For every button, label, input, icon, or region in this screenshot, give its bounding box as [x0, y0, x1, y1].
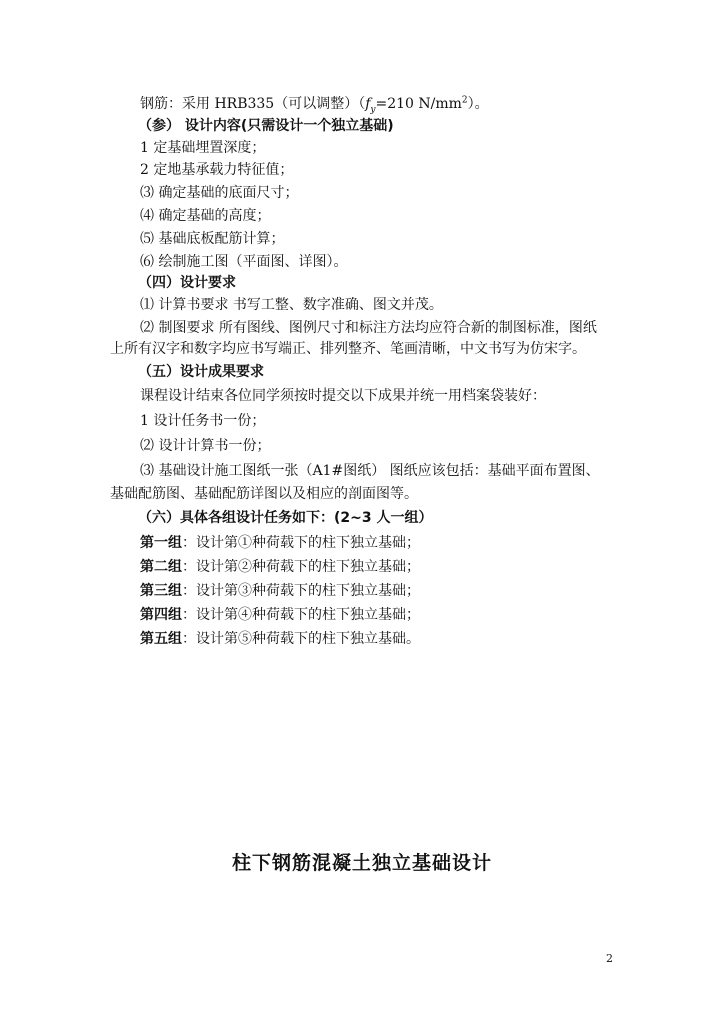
content-item-2: 2 定地基承载力特征值； — [140, 162, 294, 178]
group-task-4 — [0, 605, 724, 625]
steel-spec-value: =210 N/mm — [375, 96, 462, 112]
section-group-tasks: （六）具体各组设计任务如下：(2~3 人一组） — [138, 510, 433, 526]
deliverable-item-3: ⑶ 基础设计施工图纸一张（A1#图纸） 图纸应该包括：基础平面布置图、 — [140, 463, 600, 479]
section-design-content: （参） 设计内容(只需设计一个独立基础) — [138, 118, 394, 134]
section-design-requirements: （四）设计要求 — [138, 275, 236, 291]
group-label: 第五组 — [140, 631, 182, 647]
group-task-text: ：设计第①种荷载下的柱下独立基础； — [182, 535, 420, 551]
steel-spec-f: f — [365, 96, 371, 112]
content-item-4: ⑷ 确定基础的高度； — [140, 208, 271, 224]
group-task-text: ：设计第④种荷载下的柱下独立基础； — [182, 607, 420, 623]
steel-spec-subscript: y — [370, 104, 376, 115]
group-task-2 — [0, 557, 724, 577]
section-design-deliverables: （五）设计成果要求 — [138, 364, 264, 380]
group-label: 第四组 — [140, 607, 182, 623]
group-task-1 — [0, 533, 724, 553]
group-task-text: ：设计第⑤种荷载下的柱下独立基础。 — [182, 631, 420, 647]
group-task-3 — [0, 581, 724, 601]
deliverables-intro: 课程设计结束各位同学须按时提交以下成果并统一用档案袋装好： — [140, 388, 546, 404]
deliverable-item-2: ⑵ 设计计算书一份； — [140, 438, 271, 454]
requirement-item-2-cont: 上所有汉字和数字均应书写端正、排列整齐、笔画清晰，中文书写为仿宋字。 — [110, 341, 586, 357]
group-label: 第一组 — [140, 535, 182, 551]
document-title: 柱下钢筋混凝土独立基础设计 — [231, 852, 492, 874]
group-label: 第三组 — [140, 583, 182, 599]
deliverable-item-3-cont: 基础配筋图、基础配筋详图以及相应的剖面图等。 — [110, 486, 418, 502]
group-task-text: ：设计第②种荷载下的柱下独立基础； — [182, 559, 420, 575]
content-item-1: 1 定基础埋置深度； — [140, 140, 266, 156]
group-label: 第二组 — [140, 559, 182, 575]
page-number: 2 — [606, 952, 613, 965]
group-task-5 — [0, 629, 724, 649]
steel-spec-superscript: 2 — [461, 95, 468, 106]
content-item-5: ⑸ 基础底板配筋计算； — [140, 231, 285, 247]
content-item-6: ⑹ 绘制施工图（平面图、详图）。 — [140, 254, 348, 270]
requirement-item-1: ⑴ 计算书要求 书写工整、数字准确、图文并茂。 — [140, 297, 443, 313]
steel-spec-line — [0, 94, 724, 114]
requirement-item-2: ⑵ 制图要求 所有图线、图例尺寸和标注方法均应符合新的制图标准，图纸 — [140, 320, 597, 336]
steel-spec-prefix: 钢筋：采用 HRB335（可以调整）（ — [140, 96, 366, 112]
content-item-3: ⑶ 确定基础的底面尺寸； — [140, 185, 299, 201]
steel-spec-suffix: ）。 — [467, 96, 489, 112]
deliverable-item-1: 1 设计任务书一份； — [140, 413, 266, 429]
group-task-text: ：设计第③种荷载下的柱下独立基础； — [182, 583, 420, 599]
